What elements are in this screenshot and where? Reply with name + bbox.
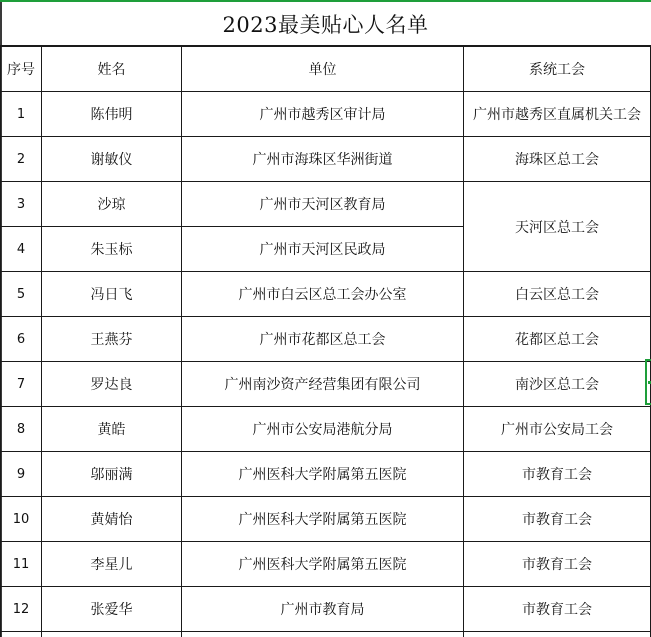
cell-seq[interactable]: 5 <box>1 272 42 317</box>
cell-name[interactable]: 朱玉标 <box>42 227 182 272</box>
cell-name[interactable]: 邬丽满 <box>42 452 182 497</box>
cell-unit[interactable]: 广州医科大学附属第五医院 <box>182 497 464 542</box>
table-row <box>1 497 651 542</box>
cell-name[interactable]: 罗达良 <box>42 362 182 407</box>
cell-union[interactable]: 广州市公安局工会 <box>464 407 651 452</box>
roster-table <box>0 46 651 637</box>
table-row <box>1 137 651 182</box>
cell-name[interactable]: 李星儿 <box>42 542 182 587</box>
cell-union[interactable]: 花都区总工会 <box>464 317 651 362</box>
cell-union[interactable] <box>464 632 651 637</box>
table-row-partial <box>1 632 651 637</box>
cell-unit[interactable] <box>182 632 464 637</box>
cell-name[interactable]: 张爱华 <box>42 587 182 632</box>
table-row <box>1 587 651 632</box>
cell-seq[interactable]: 2 <box>1 137 42 182</box>
cell-seq[interactable]: 1 <box>1 92 42 137</box>
cell-unit[interactable]: 广州市天河区教育局 <box>182 182 464 227</box>
table-row <box>1 362 651 407</box>
cell-unit[interactable]: 广州市公安局港航分局 <box>182 407 464 452</box>
table-row <box>1 452 651 497</box>
cell-name[interactable] <box>42 632 182 637</box>
cell-unit[interactable]: 广州市教育局 <box>182 587 464 632</box>
cell-union[interactable]: 市教育工会 <box>464 542 651 587</box>
table-row <box>1 182 651 227</box>
table-row <box>1 542 651 587</box>
cell-union[interactable]: 白云区总工会 <box>464 272 651 317</box>
cell-name[interactable]: 王燕芬 <box>42 317 182 362</box>
table-row <box>1 272 651 317</box>
cell-seq[interactable]: 10 <box>1 497 42 542</box>
cell-unit[interactable]: 广州市海珠区华洲街道 <box>182 137 464 182</box>
cell-unit[interactable]: 广州市白云区总工会办公室 <box>182 272 464 317</box>
cell-unit[interactable]: 广州医科大学附属第五医院 <box>182 452 464 497</box>
cell-unit[interactable]: 广州医科大学附属第五医院 <box>182 542 464 587</box>
cell-unit[interactable]: 广州市越秀区审计局 <box>182 92 464 137</box>
cell-union-merged[interactable]: 天河区总工会 <box>464 182 651 272</box>
cell-seq[interactable]: 8 <box>1 407 42 452</box>
table-row <box>1 407 651 452</box>
header-name[interactable]: 姓名 <box>42 47 182 92</box>
cell-name[interactable]: 黄婧怡 <box>42 497 182 542</box>
sheet-title[interactable]: 2023最美贴心人名单 <box>0 0 651 46</box>
header-unit[interactable]: 单位 <box>182 47 464 92</box>
cell-union[interactable]: 市教育工会 <box>464 587 651 632</box>
cell-union[interactable]: 市教育工会 <box>464 497 651 542</box>
cell-name[interactable]: 陈伟明 <box>42 92 182 137</box>
table-row <box>1 317 651 362</box>
cell-seq[interactable]: 12 <box>1 587 42 632</box>
cell-name[interactable]: 谢敏仪 <box>42 137 182 182</box>
cell-union[interactable]: 南沙区总工会 <box>464 362 651 407</box>
cell-seq[interactable]: 7 <box>1 362 42 407</box>
cell-seq[interactable] <box>1 632 42 637</box>
table-row <box>1 92 651 137</box>
cell-seq[interactable]: 3 <box>1 182 42 227</box>
cell-name[interactable]: 黄皓 <box>42 407 182 452</box>
header-seq[interactable]: 序号 <box>1 47 42 92</box>
cell-seq[interactable]: 11 <box>1 542 42 587</box>
cell-seq[interactable]: 4 <box>1 227 42 272</box>
header-row <box>1 47 651 92</box>
cell-union[interactable]: 广州市越秀区直属机关工会 <box>464 92 651 137</box>
cell-unit[interactable]: 广州南沙资产经营集团有限公司 <box>182 362 464 407</box>
cell-name[interactable]: 冯日飞 <box>42 272 182 317</box>
cell-seq[interactable]: 6 <box>1 317 42 362</box>
cell-unit[interactable]: 广州市天河区民政局 <box>182 227 464 272</box>
cell-seq[interactable]: 9 <box>1 452 42 497</box>
cell-union[interactable]: 海珠区总工会 <box>464 137 651 182</box>
cell-name[interactable]: 沙琼 <box>42 182 182 227</box>
cell-union[interactable]: 市教育工会 <box>464 452 651 497</box>
cell-unit[interactable]: 广州市花都区总工会 <box>182 317 464 362</box>
header-union[interactable]: 系统工会 <box>464 47 651 92</box>
